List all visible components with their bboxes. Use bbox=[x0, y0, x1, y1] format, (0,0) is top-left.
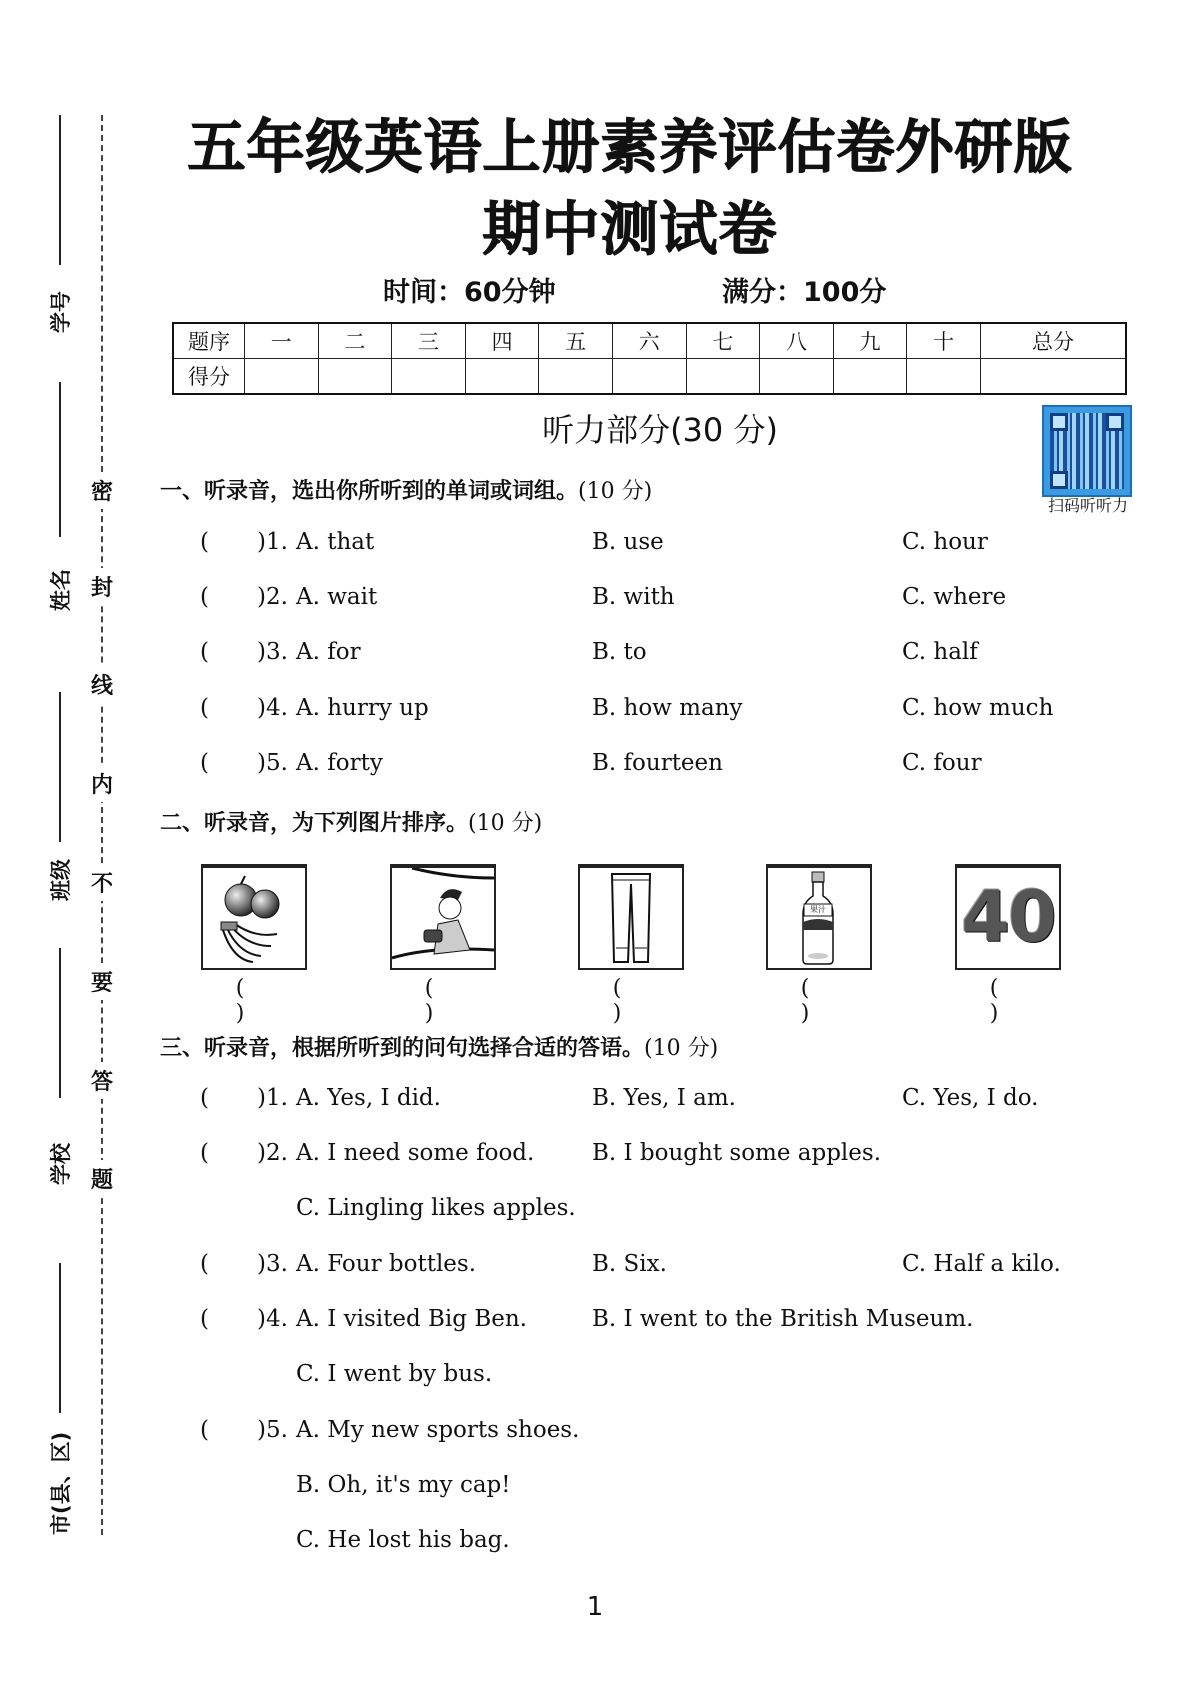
section-2-heading bbox=[160, 806, 542, 837]
question-number: )5. bbox=[257, 750, 288, 776]
trousers-icon bbox=[580, 868, 682, 968]
section-1-title: 一、听录音，选出你所听到的单词或词组。 bbox=[160, 479, 579, 504]
option-a: A. for bbox=[296, 639, 361, 665]
field-line-student-id[interactable] bbox=[59, 115, 61, 265]
picture-juice-bottle bbox=[766, 864, 872, 970]
bottle-label: 果汁 bbox=[810, 905, 826, 914]
option-c: C. four bbox=[902, 750, 982, 776]
picture-boy-camera bbox=[390, 864, 496, 970]
answer-blank[interactable]: ( ) bbox=[612, 976, 650, 1026]
time-limit: 时间：60分钟 bbox=[383, 277, 556, 308]
column-header: 五 bbox=[539, 323, 613, 359]
field-line-class[interactable] bbox=[59, 692, 61, 842]
option-c: C. where bbox=[902, 584, 1007, 610]
score-cell[interactable] bbox=[612, 359, 686, 395]
question-number: )4. bbox=[257, 1306, 288, 1332]
option-b: B. to bbox=[592, 639, 647, 665]
section-1-heading bbox=[160, 474, 652, 505]
seal-char: 线 bbox=[89, 666, 115, 703]
answer-blank[interactable]: ( ) bbox=[800, 976, 838, 1026]
field-label-name: 姓名 bbox=[49, 569, 73, 611]
option-c: C. Lingling likes apples. bbox=[296, 1195, 576, 1221]
question-number: )1. bbox=[257, 1085, 288, 1111]
seal-char: 答 bbox=[89, 1062, 115, 1099]
option-a: A. I visited Big Ben. bbox=[296, 1306, 527, 1332]
score-cell[interactable] bbox=[760, 359, 834, 395]
option-b: B. with bbox=[592, 584, 675, 610]
question-number: )2. bbox=[257, 584, 288, 610]
question-number: )4. bbox=[257, 695, 288, 721]
column-header: 十 bbox=[907, 323, 981, 359]
seal-char: 不 bbox=[89, 864, 115, 901]
answer-blank[interactable]: ( bbox=[200, 1306, 209, 1332]
answer-blank[interactable]: ( bbox=[200, 695, 209, 721]
seal-char: 题 bbox=[89, 1160, 115, 1197]
score-cell[interactable] bbox=[245, 359, 319, 395]
boy-with-camera-icon bbox=[392, 868, 494, 968]
answer-blank[interactable]: ( ) bbox=[989, 976, 1027, 1026]
option-a: A. Four bottles. bbox=[296, 1251, 477, 1277]
score-cell[interactable] bbox=[392, 359, 466, 395]
field-line-name[interactable] bbox=[59, 382, 61, 537]
page-title: 五年级英语上册素养评估卷外研版 bbox=[187, 113, 1073, 181]
answer-blank[interactable]: ( ) bbox=[235, 976, 273, 1026]
apples-bananas-icon bbox=[203, 868, 305, 968]
score-cell[interactable] bbox=[833, 359, 907, 395]
option-c: C. I went by bus. bbox=[296, 1361, 493, 1387]
picture-number-40 bbox=[955, 864, 1061, 970]
question-number: )2. bbox=[257, 1140, 288, 1166]
option-b: B. use bbox=[592, 529, 664, 555]
option-a: A. forty bbox=[296, 750, 383, 776]
column-header: 四 bbox=[465, 323, 539, 359]
score-cell[interactable] bbox=[686, 359, 760, 395]
column-header: 总分 bbox=[980, 323, 1126, 359]
answer-blank[interactable]: ( bbox=[200, 639, 209, 665]
picture-trousers bbox=[578, 864, 684, 970]
section-3-title: 三、听录音，根据所听到的问句选择合适的答语。 bbox=[160, 1036, 645, 1061]
section-1-points: (10 分) bbox=[578, 479, 653, 504]
option-c: C. half bbox=[902, 639, 978, 665]
option-a: A. My new sports shoes. bbox=[296, 1417, 580, 1443]
row-label: 题序 bbox=[173, 323, 245, 359]
answer-blank[interactable]: ( ) bbox=[424, 976, 462, 1026]
option-b: B. Oh, it's my cap! bbox=[296, 1472, 511, 1498]
field-label-class: 班级 bbox=[49, 859, 73, 901]
listening-part-title: 听力部分(30 分) bbox=[542, 411, 778, 449]
qr-code-icon[interactable] bbox=[1042, 405, 1132, 497]
seal-dashed-line bbox=[101, 115, 103, 1535]
qr-code-label: 扫码听听力 bbox=[1047, 496, 1128, 515]
answer-blank[interactable]: ( bbox=[200, 1140, 209, 1166]
option-a: A. I need some food. bbox=[296, 1140, 535, 1166]
column-header: 一 bbox=[245, 323, 319, 359]
seal-char: 密 bbox=[89, 472, 115, 509]
option-c: C. Yes, I do. bbox=[902, 1085, 1039, 1111]
option-a: A. hurry up bbox=[296, 695, 429, 721]
option-a: A. wait bbox=[296, 584, 378, 610]
score-cell[interactable] bbox=[465, 359, 539, 395]
question-number: )1. bbox=[257, 529, 288, 555]
score-table-score-row bbox=[173, 359, 1126, 395]
option-b: B. Yes, I am. bbox=[592, 1085, 736, 1111]
section-3-points: (10 分) bbox=[644, 1036, 719, 1061]
field-label-school: 学校 bbox=[49, 1143, 73, 1185]
answer-blank[interactable]: ( bbox=[200, 1085, 209, 1111]
option-b: B. Six. bbox=[592, 1251, 667, 1277]
option-c: C. He lost his bag. bbox=[296, 1527, 510, 1553]
page-subtitle: 期中测试卷 bbox=[482, 195, 778, 263]
full-score: 满分：100分 bbox=[722, 277, 887, 308]
field-label-district: 市(县、区) bbox=[49, 1431, 73, 1535]
field-label-student-id: 学号 bbox=[49, 291, 73, 333]
score-cell[interactable] bbox=[980, 359, 1126, 395]
answer-blank[interactable]: ( bbox=[200, 529, 209, 555]
option-b: B. fourteen bbox=[592, 750, 723, 776]
answer-blank[interactable]: ( bbox=[200, 1417, 209, 1443]
section-2-points: (10 分) bbox=[468, 811, 543, 836]
seal-char: 要 bbox=[89, 963, 115, 1000]
row-label: 得分 bbox=[173, 359, 245, 395]
page-number: 1 bbox=[586, 1592, 604, 1622]
option-c: C. hour bbox=[902, 529, 988, 555]
question-number: )3. bbox=[257, 1251, 288, 1277]
option-b: B. I went to the British Museum. bbox=[592, 1306, 974, 1332]
option-b: B. I bought some apples. bbox=[592, 1140, 882, 1166]
question-number: )3. bbox=[257, 639, 288, 665]
score-table-header-row bbox=[173, 323, 1126, 359]
field-line-district[interactable] bbox=[59, 1263, 61, 1413]
score-table bbox=[172, 322, 1127, 395]
column-header: 九 bbox=[833, 323, 907, 359]
column-header: 六 bbox=[612, 323, 686, 359]
number-40-text: 40 bbox=[961, 876, 1055, 958]
option-b: B. how many bbox=[592, 695, 743, 721]
option-c: C. Half a kilo. bbox=[902, 1251, 1061, 1277]
column-header: 三 bbox=[392, 323, 466, 359]
column-header: 八 bbox=[760, 323, 834, 359]
juice-bottle-icon bbox=[768, 868, 870, 968]
question-number: )5. bbox=[257, 1417, 288, 1443]
answer-blank[interactable]: ( bbox=[200, 1251, 209, 1277]
score-cell[interactable] bbox=[539, 359, 613, 395]
column-header: 七 bbox=[686, 323, 760, 359]
field-line-school[interactable] bbox=[59, 948, 61, 1098]
option-a: A. that bbox=[296, 529, 375, 555]
column-header: 二 bbox=[318, 323, 392, 359]
picture-apples-bananas bbox=[201, 864, 307, 970]
answer-blank[interactable]: ( bbox=[200, 584, 209, 610]
answer-blank[interactable]: ( bbox=[200, 750, 209, 776]
seal-char: 封 bbox=[89, 568, 115, 605]
score-cell[interactable] bbox=[318, 359, 392, 395]
section-3-heading bbox=[160, 1031, 718, 1062]
score-cell[interactable] bbox=[907, 359, 981, 395]
option-c: C. how much bbox=[902, 695, 1054, 721]
section-2-title: 二、听录音，为下列图片排序。 bbox=[160, 811, 469, 836]
seal-char: 内 bbox=[89, 765, 115, 802]
option-a: A. Yes, I did. bbox=[296, 1085, 441, 1111]
